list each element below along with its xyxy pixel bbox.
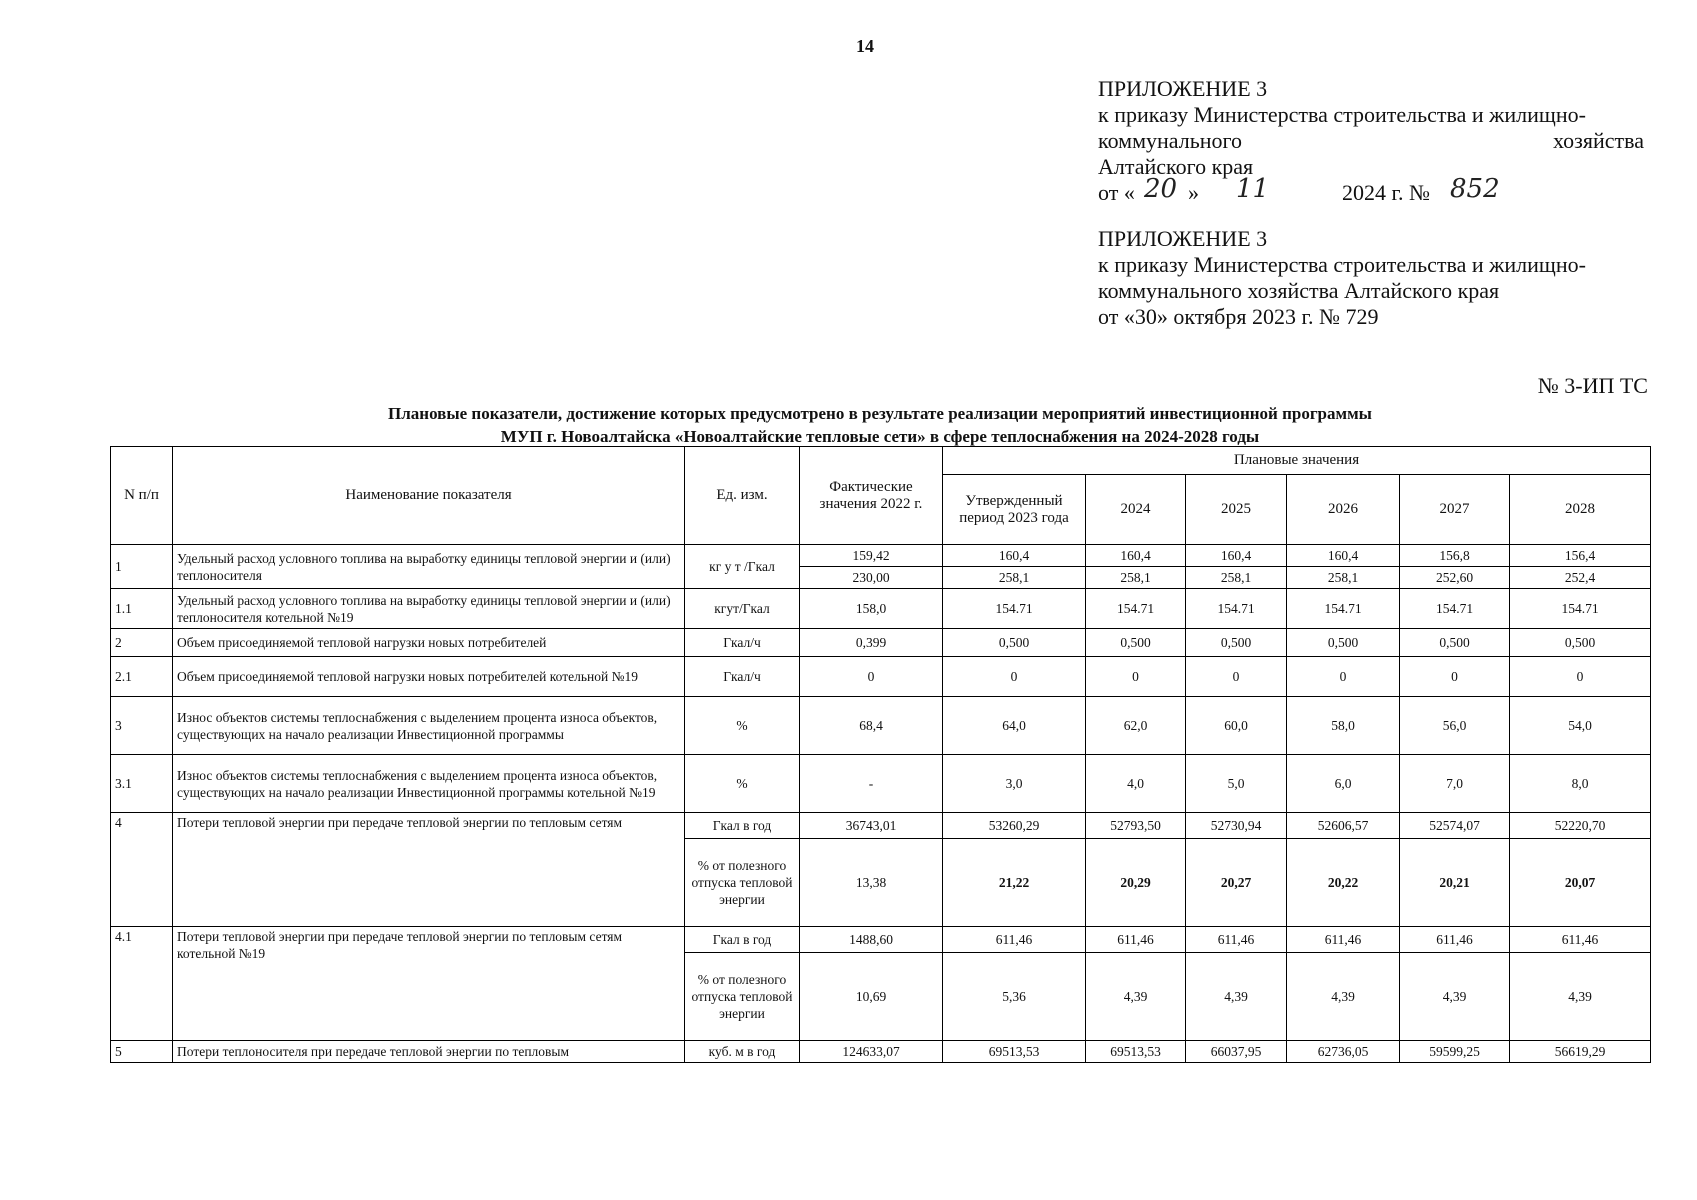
plan-value: 160,4 xyxy=(1086,545,1186,567)
unit-cell: кгут/Гкал xyxy=(685,589,800,629)
plan-value: 66037,95 xyxy=(1186,1041,1287,1063)
row-number: 5 xyxy=(111,1041,173,1063)
date-year: 2024 г. № xyxy=(1342,180,1431,205)
page-number: 14 xyxy=(856,36,874,56)
handwritten-day: 20 xyxy=(1144,174,1178,204)
fact-value: 1488,60 xyxy=(800,927,943,953)
plan-value: 611,46 xyxy=(1287,927,1400,953)
unit-cell: куб. м в год xyxy=(685,1041,800,1063)
plan-value: 54,0 xyxy=(1510,697,1651,755)
plan-value: 6,0 xyxy=(1287,755,1400,813)
plan-value: 258,1 xyxy=(1287,567,1400,589)
plan-value: 59599,25 xyxy=(1400,1041,1510,1063)
handwritten-number: 852 xyxy=(1450,174,1500,204)
unit-cell: % от полезного отпуска тепловой энергии xyxy=(685,839,800,927)
plan-value: 611,46 xyxy=(1186,927,1287,953)
table-row xyxy=(111,697,1651,755)
header-plan: Плановые значения xyxy=(943,447,1651,475)
appendix-line-left: коммунального xyxy=(1098,128,1242,153)
plan-value: 8,0 xyxy=(1510,755,1651,813)
table-row xyxy=(111,545,1651,567)
plan-value: 52730,94 xyxy=(1186,813,1287,839)
plan-value: 0 xyxy=(1186,657,1287,697)
plan-value: 252,4 xyxy=(1510,567,1651,589)
fact-value: - xyxy=(800,755,943,813)
plan-value: 64,0 xyxy=(943,697,1086,755)
indicator-name: Износ объектов системы теплоснабжения с выделением процента износа объектов, существующих на начало реализации Инвестиционной программы xyxy=(173,697,685,755)
row-number: 2.1 xyxy=(111,657,173,697)
plan-value: 258,1 xyxy=(943,567,1086,589)
fact-value: 158,0 xyxy=(800,589,943,629)
unit-cell: Гкал/ч xyxy=(685,629,800,657)
plan-value: 252,60 xyxy=(1400,567,1510,589)
indicator-name: Объем присоединяемой тепловой нагрузки новых потребителей котельной №19 xyxy=(173,657,685,697)
indicator-name: Потери тепловой энергии при передаче тепловой энергии по тепловым сетям котельной №19 xyxy=(173,927,685,1041)
plan-value: 5,36 xyxy=(943,953,1086,1041)
plan-value: 5,0 xyxy=(1186,755,1287,813)
plan-value: 4,39 xyxy=(1086,953,1186,1041)
appendix-line: к приказу Министерства строительства и жилищно- xyxy=(1098,102,1586,127)
table-row xyxy=(111,1041,1651,1063)
plan-value: 0,500 xyxy=(1086,629,1186,657)
row-number: 3 xyxy=(111,697,173,755)
plan-value: 154.71 xyxy=(1400,589,1510,629)
table-row xyxy=(111,589,1651,629)
plan-value: 154.71 xyxy=(1186,589,1287,629)
indicator-name: Потери тепловой энергии при передаче тепловой энергии по тепловым сетям xyxy=(173,813,685,927)
plan-value: 20,29 xyxy=(1086,839,1186,927)
plan-value: 0,500 xyxy=(943,629,1086,657)
plan-value: 58,0 xyxy=(1287,697,1400,755)
row-number: 3.1 xyxy=(111,755,173,813)
plan-value: 0,500 xyxy=(1287,629,1400,657)
plan-value: 52606,57 xyxy=(1287,813,1400,839)
plan-value: 154.71 xyxy=(1510,589,1651,629)
header-year: 2025 xyxy=(1186,475,1287,545)
header-year: 2024 xyxy=(1086,475,1186,545)
appendix-line-right: хозяйства xyxy=(1553,128,1644,153)
indicator-name: Удельный расход условного топлива на выработку единицы тепловой энергии и (или) теплоносителя котельной №19 xyxy=(173,589,685,629)
header-year: 2026 xyxy=(1287,475,1400,545)
fact-value: 36743,01 xyxy=(800,813,943,839)
row-number: 4.1 xyxy=(111,927,173,1041)
appendix-line: к приказу Министерства строительства и жилищно- xyxy=(1098,252,1586,277)
plan-value: 62,0 xyxy=(1086,697,1186,755)
plan-value: 4,39 xyxy=(1287,953,1400,1041)
plan-value: 154.71 xyxy=(943,589,1086,629)
fact-value: 13,38 xyxy=(800,839,943,927)
fact-value: 124633,07 xyxy=(800,1041,943,1063)
plan-value: 611,46 xyxy=(1400,927,1510,953)
table-row xyxy=(111,755,1651,813)
plan-value: 0 xyxy=(1510,657,1651,697)
fact-value: 0,399 xyxy=(800,629,943,657)
plan-value: 154.71 xyxy=(1086,589,1186,629)
fact-value: 10,69 xyxy=(800,953,943,1041)
plan-value: 258,1 xyxy=(1086,567,1186,589)
plan-value: 156,8 xyxy=(1400,545,1510,567)
plan-value: 0,500 xyxy=(1400,629,1510,657)
fact-value: 68,4 xyxy=(800,697,943,755)
indicator-name: Потери теплоносителя при передаче тепловой энергии по тепловым xyxy=(173,1041,685,1063)
plan-value: 20,21 xyxy=(1400,839,1510,927)
plan-value: 611,46 xyxy=(943,927,1086,953)
header-year: 2027 xyxy=(1400,475,1510,545)
unit-cell: кг у т /Гкал xyxy=(685,545,800,589)
appendix-title: ПРИЛОЖЕНИЕ 3 xyxy=(1098,76,1268,101)
plan-value: 0 xyxy=(1400,657,1510,697)
unit-cell: % от полезного отпуска тепловой энергии xyxy=(685,953,800,1041)
plan-value: 156,4 xyxy=(1510,545,1651,567)
indicator-name: Удельный расход условного топлива на выработку единицы тепловой энергии и (или) теплоносителя xyxy=(173,545,685,589)
indicators-table xyxy=(110,446,1651,1063)
plan-value: 0 xyxy=(1287,657,1400,697)
unit-cell: % xyxy=(685,755,800,813)
plan-value: 52574,07 xyxy=(1400,813,1510,839)
plan-value: 154.71 xyxy=(1287,589,1400,629)
header-fact: Фактические значения 2022 г. xyxy=(800,447,943,545)
row-number: 4 xyxy=(111,813,173,927)
date-mid: » xyxy=(1188,180,1199,205)
plan-value: 611,46 xyxy=(1086,927,1186,953)
table-row xyxy=(111,629,1651,657)
plan-value: 62736,05 xyxy=(1287,1041,1400,1063)
fact-value: 0 xyxy=(800,657,943,697)
row-number: 1.1 xyxy=(111,589,173,629)
header-unit: Ед. изм. xyxy=(685,447,800,545)
header-approved: Утвержденный период 2023 года xyxy=(943,475,1086,545)
table-row xyxy=(111,813,1651,839)
plan-value: 53260,29 xyxy=(943,813,1086,839)
plan-value: 4,0 xyxy=(1086,755,1186,813)
table-title-line: Плановые показатели, достижение которых предусмотрено в результате реализации мероприятий инвестиционной программы xyxy=(388,404,1372,423)
unit-cell: % xyxy=(685,697,800,755)
plan-value: 69513,53 xyxy=(1086,1041,1186,1063)
indicator-name: Объем присоединяемой тепловой нагрузки новых потребителей xyxy=(173,629,685,657)
plan-value: 20,27 xyxy=(1186,839,1287,927)
fact-value: 159,42 xyxy=(800,545,943,567)
plan-value: 0,500 xyxy=(1186,629,1287,657)
unit-cell: Гкал/ч xyxy=(685,657,800,697)
plan-value: 20,22 xyxy=(1287,839,1400,927)
appendix-line: коммунального хозяйства Алтайского края xyxy=(1098,278,1500,303)
table-row xyxy=(111,657,1651,697)
plan-value: 160,4 xyxy=(1287,545,1400,567)
row-number: 1 xyxy=(111,545,173,589)
table-title xyxy=(110,402,1650,448)
plan-value: 20,07 xyxy=(1510,839,1651,927)
plan-value: 0 xyxy=(1086,657,1186,697)
row-number: 2 xyxy=(111,629,173,657)
plan-value: 69513,53 xyxy=(943,1041,1086,1063)
plan-value: 21,22 xyxy=(943,839,1086,927)
plan-value: 56619,29 xyxy=(1510,1041,1651,1063)
plan-value: 160,4 xyxy=(943,545,1086,567)
plan-value: 4,39 xyxy=(1186,953,1287,1041)
plan-value: 52220,70 xyxy=(1510,813,1651,839)
appendix-line: от «30» октября 2023 г. № 729 xyxy=(1098,304,1379,329)
plan-value: 7,0 xyxy=(1400,755,1510,813)
date-prefix: от « xyxy=(1098,180,1135,205)
plan-value: 258,1 xyxy=(1186,567,1287,589)
plan-value: 4,39 xyxy=(1400,953,1510,1041)
table-row xyxy=(111,927,1651,953)
plan-value: 160,4 xyxy=(1186,545,1287,567)
appendix-new-block xyxy=(1098,76,1644,210)
appendix-date-line xyxy=(1098,174,1644,210)
plan-value: 0 xyxy=(943,657,1086,697)
plan-value: 3,0 xyxy=(943,755,1086,813)
plan-value: 611,46 xyxy=(1510,927,1651,953)
plan-value: 60,0 xyxy=(1186,697,1287,755)
plan-value: 4,39 xyxy=(1510,953,1651,1041)
appendix-line: Алтайского края xyxy=(1098,154,1254,179)
table-title-line: МУП г. Новоалтайска «Новоалтайские тепловые сети» в сфере теплоснабжения на 2024-2028 годы xyxy=(500,427,1260,446)
appendix-title: ПРИЛОЖЕНИЕ 3 xyxy=(1098,226,1268,251)
header-year: 2028 xyxy=(1510,475,1651,545)
indicator-name: Износ объектов системы теплоснабжения с выделением процента износа объектов, существующих на начало реализации Инвестиционной программы котельной №19 xyxy=(173,755,685,813)
table-header-row xyxy=(111,447,1651,475)
unit-cell: Гкал в год xyxy=(685,813,800,839)
appendix-old-block xyxy=(1098,226,1644,330)
appendix-line xyxy=(1098,128,1644,154)
header-name: Наименование показателя xyxy=(173,447,685,545)
handwritten-month: 11 xyxy=(1236,174,1270,204)
document-code: № 3-ИП ТС xyxy=(1537,373,1648,398)
plan-value: 56,0 xyxy=(1400,697,1510,755)
header-num: N п/п xyxy=(111,447,173,545)
unit-cell: Гкал в год xyxy=(685,927,800,953)
plan-value: 52793,50 xyxy=(1086,813,1186,839)
fact-value: 230,00 xyxy=(800,567,943,589)
plan-value: 0,500 xyxy=(1510,629,1651,657)
